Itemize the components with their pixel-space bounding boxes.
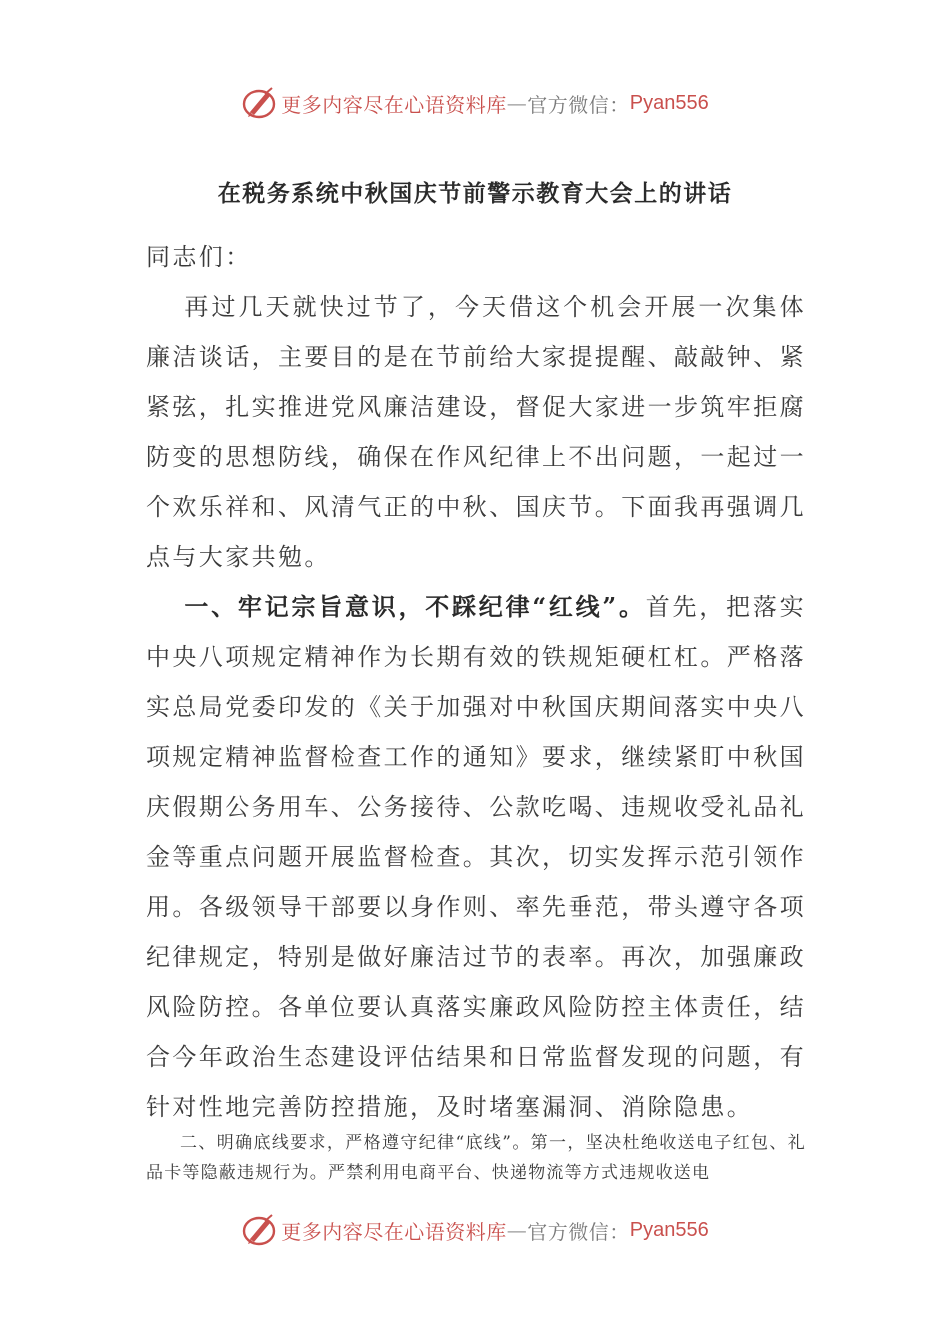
section-1-heading: 一、牢记宗旨意识，不踩纪律“红线”。 (184, 592, 646, 621)
wechat-id: Pyan556 (629, 1218, 709, 1241)
pen-logo-icon (241, 1213, 277, 1247)
banner-dash: — (506, 91, 528, 115)
brand-text: 更多内容尽在心语资料库 (281, 1219, 507, 1244)
wechat-label: 官方微信： (527, 1219, 630, 1244)
banner-dash: — (506, 1218, 528, 1242)
paragraph-section-2: 二、明确底线要求，严格遵守纪律“底线”。第一，坚决杜绝收送电子红包、礼品卡等隐蔽违规行为。严禁利用电商平台、快递物流等方式违规收送电 (146, 1133, 806, 1183)
paragraph-section-1 (146, 582, 806, 1132)
wechat-id: Pyan556 (629, 91, 709, 114)
greeting: 同志们： (146, 243, 252, 271)
wechat-label: 官方微信： (527, 92, 630, 117)
document-title: 在税务系统中秋国庆节前警示教育大会上的讲话 (217, 180, 733, 207)
pen-logo-icon (241, 86, 277, 120)
footer-banner (0, 1210, 950, 1250)
brand-text: 更多内容尽在心语资料库 (281, 92, 507, 117)
section-1-body: 首先，把落实中央八项规定精神作为长期有效的铁规矩硬杠杠。严格落实总局党委印发的《关于加强对中秋国庆期间落实中央八项规定精神监督检查工作的通知》要求，继续紧盯中秋国庆假期公务用车、公务接待、公款吃喝、违规收受礼品礼金等重点问题开展监督检查。其次，切实发挥示范引领作用。各级领导干部要以身作则、率先垂范，带头遵守各项纪律规定，特别是做好廉洁过节的表率。再次，加强廉政风险防控。各单位要认真落实廉政风险防控主体责任，结合今年政治生态建设评估结果和日常监督发现的问题，有针对性地完善防控措施，及时堵塞漏洞、消除隐患。 (146, 593, 806, 1121)
paragraph-intro: 再过几天就快过节了，今天借这个机会开展一次集体廉洁谈话，主要目的是在节前给大家提提醒、敲敲钟、紧紧弦，扎实推进党风廉洁建设，督促大家进一步筑牢拒腐防变的思想防线，确保在作风纪律上不出问题，一起过一个欢乐祥和、风清气正的中秋、国庆节。下面我再强调几点与大家共勉。 (146, 293, 806, 571)
header-banner (0, 83, 950, 123)
